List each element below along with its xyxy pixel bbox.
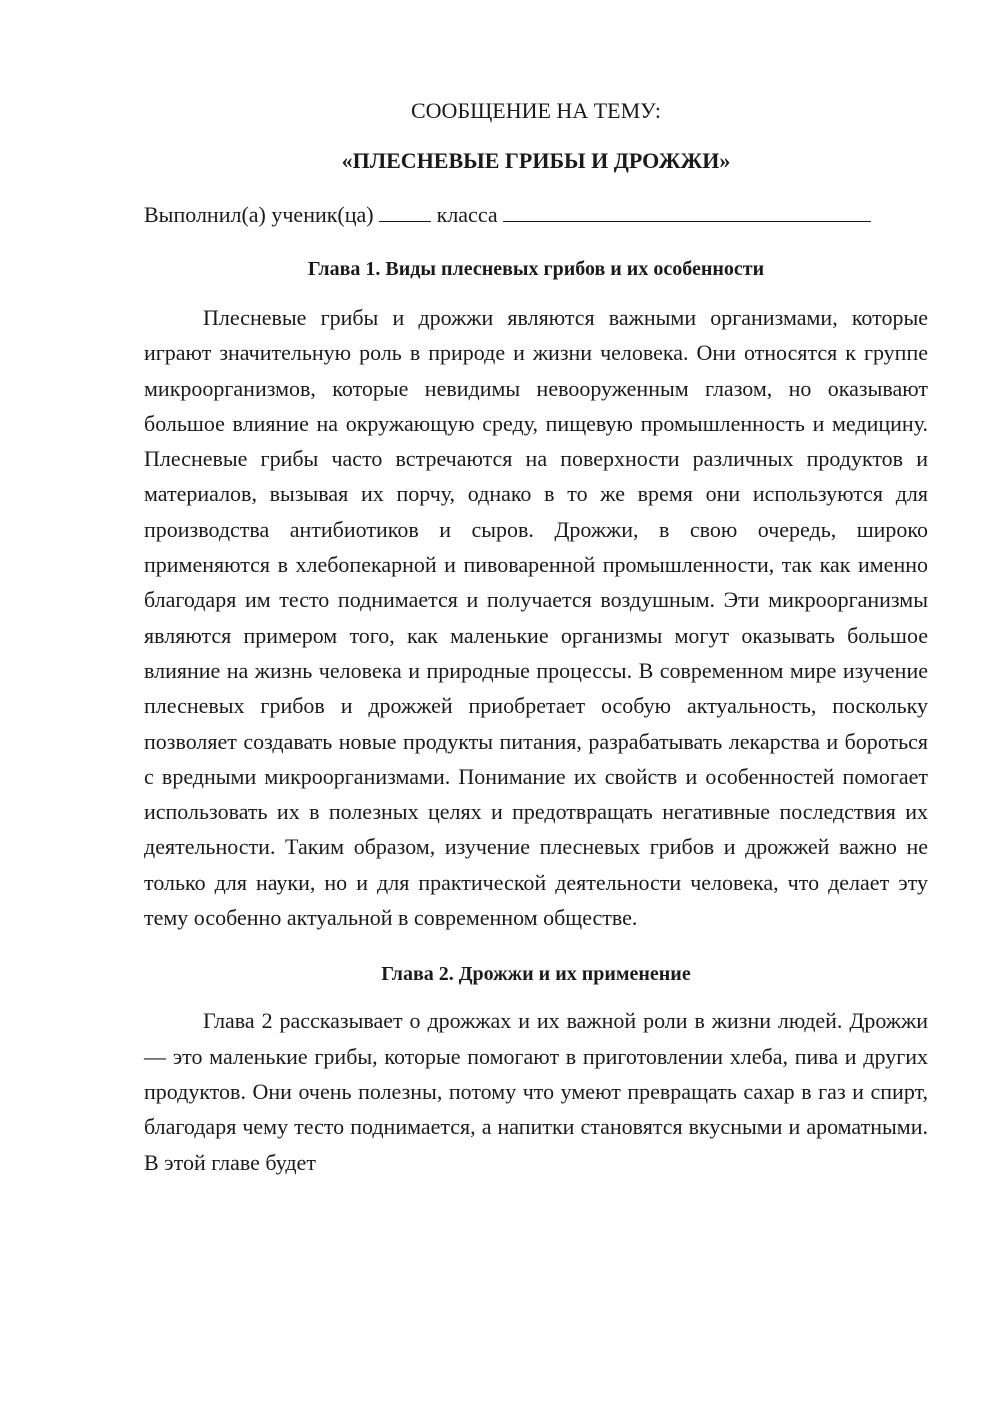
- author-name-blank: [503, 199, 871, 222]
- chapter-2-heading: Глава 2. Дрожжи и их применение: [381, 963, 691, 986]
- chapter-1-paragraph: Плесневые грибы и дрожжи являются важными организмами, которые играют значительную роль в природе и жизни человека. Они относятся к группе микроорганизмов, которые невидимы невооруженным глазом, но оказывают большое влияние на окружающую среду, пищевую промышленность и медицину. Плесневые грибы часто встречаются на поверхности различных продуктов и материалов, вызывая их порчу, однако в то же время они используются для производства антибиотиков и сыров. Дрожжи, в свою очередь, широко применяются в хлебопекарной и пивоваренной промышленности, так как именно благодаря им тесто поднимается и получается воздушным. Эти микроорганизмы являются примером того, как маленькие организмы могут оказывать большое влияние на жизнь человека и природные процессы. В современном мире изучение плесневых грибов и дрожжей приобретает особую актуальность, поскольку позволяет создавать новые продукты питания, разрабатывать лекарства и бороться с вредными микроорганизмами. Понимание их свойств и особенностей помогает использовать их в полезных целях и предотвращать негативные последствия их деятельности. Таким образом, изучение плесневых грибов и дрожжей важно не только для науки, но и для практической деятельности человека, что делает эту тему особенно актуальной в современном обществе.: [144, 305, 928, 931]
- chapter-1-heading: Глава 1. Виды плесневых грибов и их особенности: [307, 258, 765, 280]
- topic-line: СООБЩЕНИЕ НА ТЕМУ:: [411, 98, 661, 123]
- document-page: [144, 92, 928, 1180]
- author-prefix: Выполнил(а) ученик(ца): [144, 202, 374, 227]
- subject-title: «ПЛЕСНЕВЫЕ ГРИБЫ И ДРОЖЖИ»: [341, 148, 731, 173]
- chapter-2-paragraph: Глава 2 рассказывает о дрожжах и их важной роли в жизни людей. Дрожжи — это маленькие грибы, которые помогают в приготовлении хлеба, пива и других продуктов. Они очень полезны, потому что умеют превращать сахар в газ и спирт, благодаря чему тесто поднимается, а напитки становятся вкусными и ароматными. В этой главе будет: [144, 1008, 928, 1175]
- class-label: класса: [436, 202, 498, 227]
- class-number-blank: [379, 199, 431, 222]
- author-line: [144, 198, 928, 232]
